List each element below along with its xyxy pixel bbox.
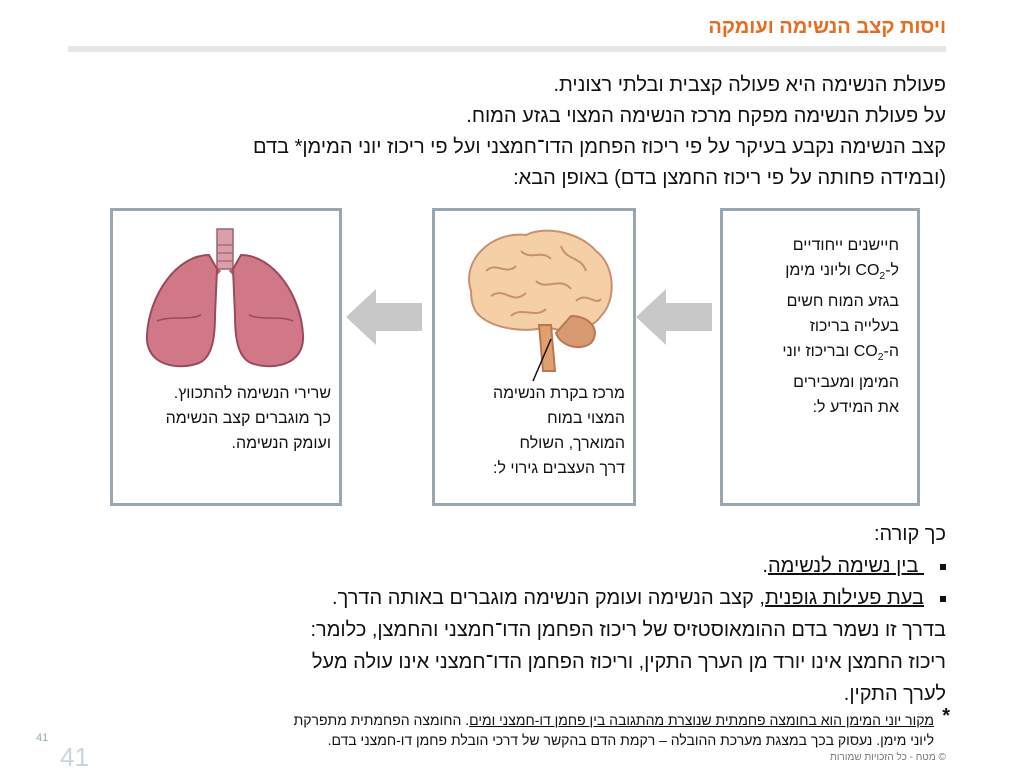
receptors-line-6: המימן ומעבירים bbox=[793, 374, 899, 392]
receptors-line-7: את המידע ל: bbox=[812, 399, 899, 417]
lungs-line-2: כך מוגברים קצב הנשימה bbox=[165, 410, 331, 427]
footnote-line-2: ליוני מימן. נעסוק בכך במצגת מערכת ההובלה – רקמת הדם בהקשר של דרכי הובלת פחמן דו-חמצני בדם. bbox=[327, 732, 934, 748]
left-arrow-icon bbox=[636, 289, 712, 345]
summary-intro: כך קורה: bbox=[873, 523, 946, 545]
left-arrow-icon bbox=[346, 289, 422, 345]
bullet-marker bbox=[940, 564, 946, 570]
bullet-1-underlined: בין נשימה לנשימה bbox=[767, 555, 924, 577]
copyright-notice: © מטח - כל הזכויות שמורות bbox=[830, 752, 946, 763]
receptors-text bbox=[782, 233, 899, 420]
bullet-2-rest: , קצב הנשימה ועומק הנשימה מוגברים באותה הדרך. bbox=[332, 587, 765, 609]
bullet-marker bbox=[940, 596, 946, 602]
brain-line-1: מרכז בקרת הנשימה bbox=[492, 385, 625, 402]
homeostasis-line-1: בדרך זו נשמר בדם ההומאוסטזיס של ריכוז הפחמן הדו־חמצני והחמצן, כלומר: bbox=[310, 619, 946, 641]
lungs-line-1: שרירי הנשימה להתכווץ. bbox=[173, 385, 331, 402]
receptors-line-4: בעלייה בריכוז bbox=[809, 318, 899, 336]
summary-text bbox=[66, 518, 946, 710]
receptors-panel bbox=[720, 208, 920, 506]
bullet-2 bbox=[66, 582, 946, 614]
intro-line-2: על פעולת הנשימה מפקח מרכז הנשימה המצוי בגזע המוח. bbox=[466, 105, 946, 127]
brain-panel bbox=[432, 208, 636, 506]
footnote bbox=[74, 705, 950, 750]
footnote-star: * bbox=[942, 705, 950, 727]
homeostasis-line-3: לערך התקין. bbox=[843, 683, 946, 705]
lungs-text bbox=[166, 381, 331, 456]
receptors-line-5: $ה-CO_2$ ובריכוז יוני bbox=[782, 343, 899, 364]
intro-line-1: פעולת הנשימה היא פעולה קצבית ובלתי רצונית. bbox=[553, 74, 946, 96]
brain-line-4: דרך העצבים גירוי ל: bbox=[493, 460, 625, 477]
footnote-line-1: מקור יוני המימן הוא בחומצה פחמתית שנוצרת מהתגובה בין פחמן דו-חמצני ומים. החומצה הפחמתית מתפרקת bbox=[293, 712, 934, 728]
page-number-large: 41 bbox=[60, 742, 89, 772]
brain-icon bbox=[451, 221, 621, 389]
lungs-panel bbox=[110, 208, 342, 506]
slide-title: ויסות קצב הנשימה ועומקה bbox=[708, 16, 946, 38]
bullet-2-underlined: בעת פעילות גופנית bbox=[764, 587, 924, 609]
homeostasis-line-2: ריכוז החמצן אינו יורד מן הערך התקין, וריכוז הפחמן הדו־חמצני אינו עולה מעל bbox=[311, 651, 946, 673]
brain-line-2: המצוי במוח bbox=[547, 410, 625, 427]
receptors-line-1: חיישנים ייחודיים bbox=[792, 237, 899, 254]
intro-paragraph bbox=[66, 70, 946, 194]
brain-line-3: המוארך, השולח bbox=[519, 435, 625, 452]
lungs-line-3: ועומק הנשימה. bbox=[231, 435, 331, 452]
title-underline-bar bbox=[68, 46, 946, 52]
receptors-line-2: $ל-CO_2$ וליוני מימן bbox=[785, 262, 899, 283]
lungs-icon bbox=[137, 225, 313, 375]
bullet-1-rest: . bbox=[762, 555, 768, 577]
brain-text bbox=[493, 381, 625, 481]
intro-line-3: קצב הנשימה נקבע בעיקר על פי ריכוז הפחמן הדו־חמצני ועל פי ריכוז יוני המימן* בדם bbox=[253, 136, 946, 158]
bullet-1 bbox=[66, 550, 946, 582]
intro-line-4: (ובמידה פחותה על פי ריכוז החמצן בדם) באופן הבא: bbox=[513, 167, 946, 189]
page-number-small: 41 bbox=[36, 732, 49, 744]
receptors-line-3: בגזע המוח חשים bbox=[786, 293, 899, 311]
